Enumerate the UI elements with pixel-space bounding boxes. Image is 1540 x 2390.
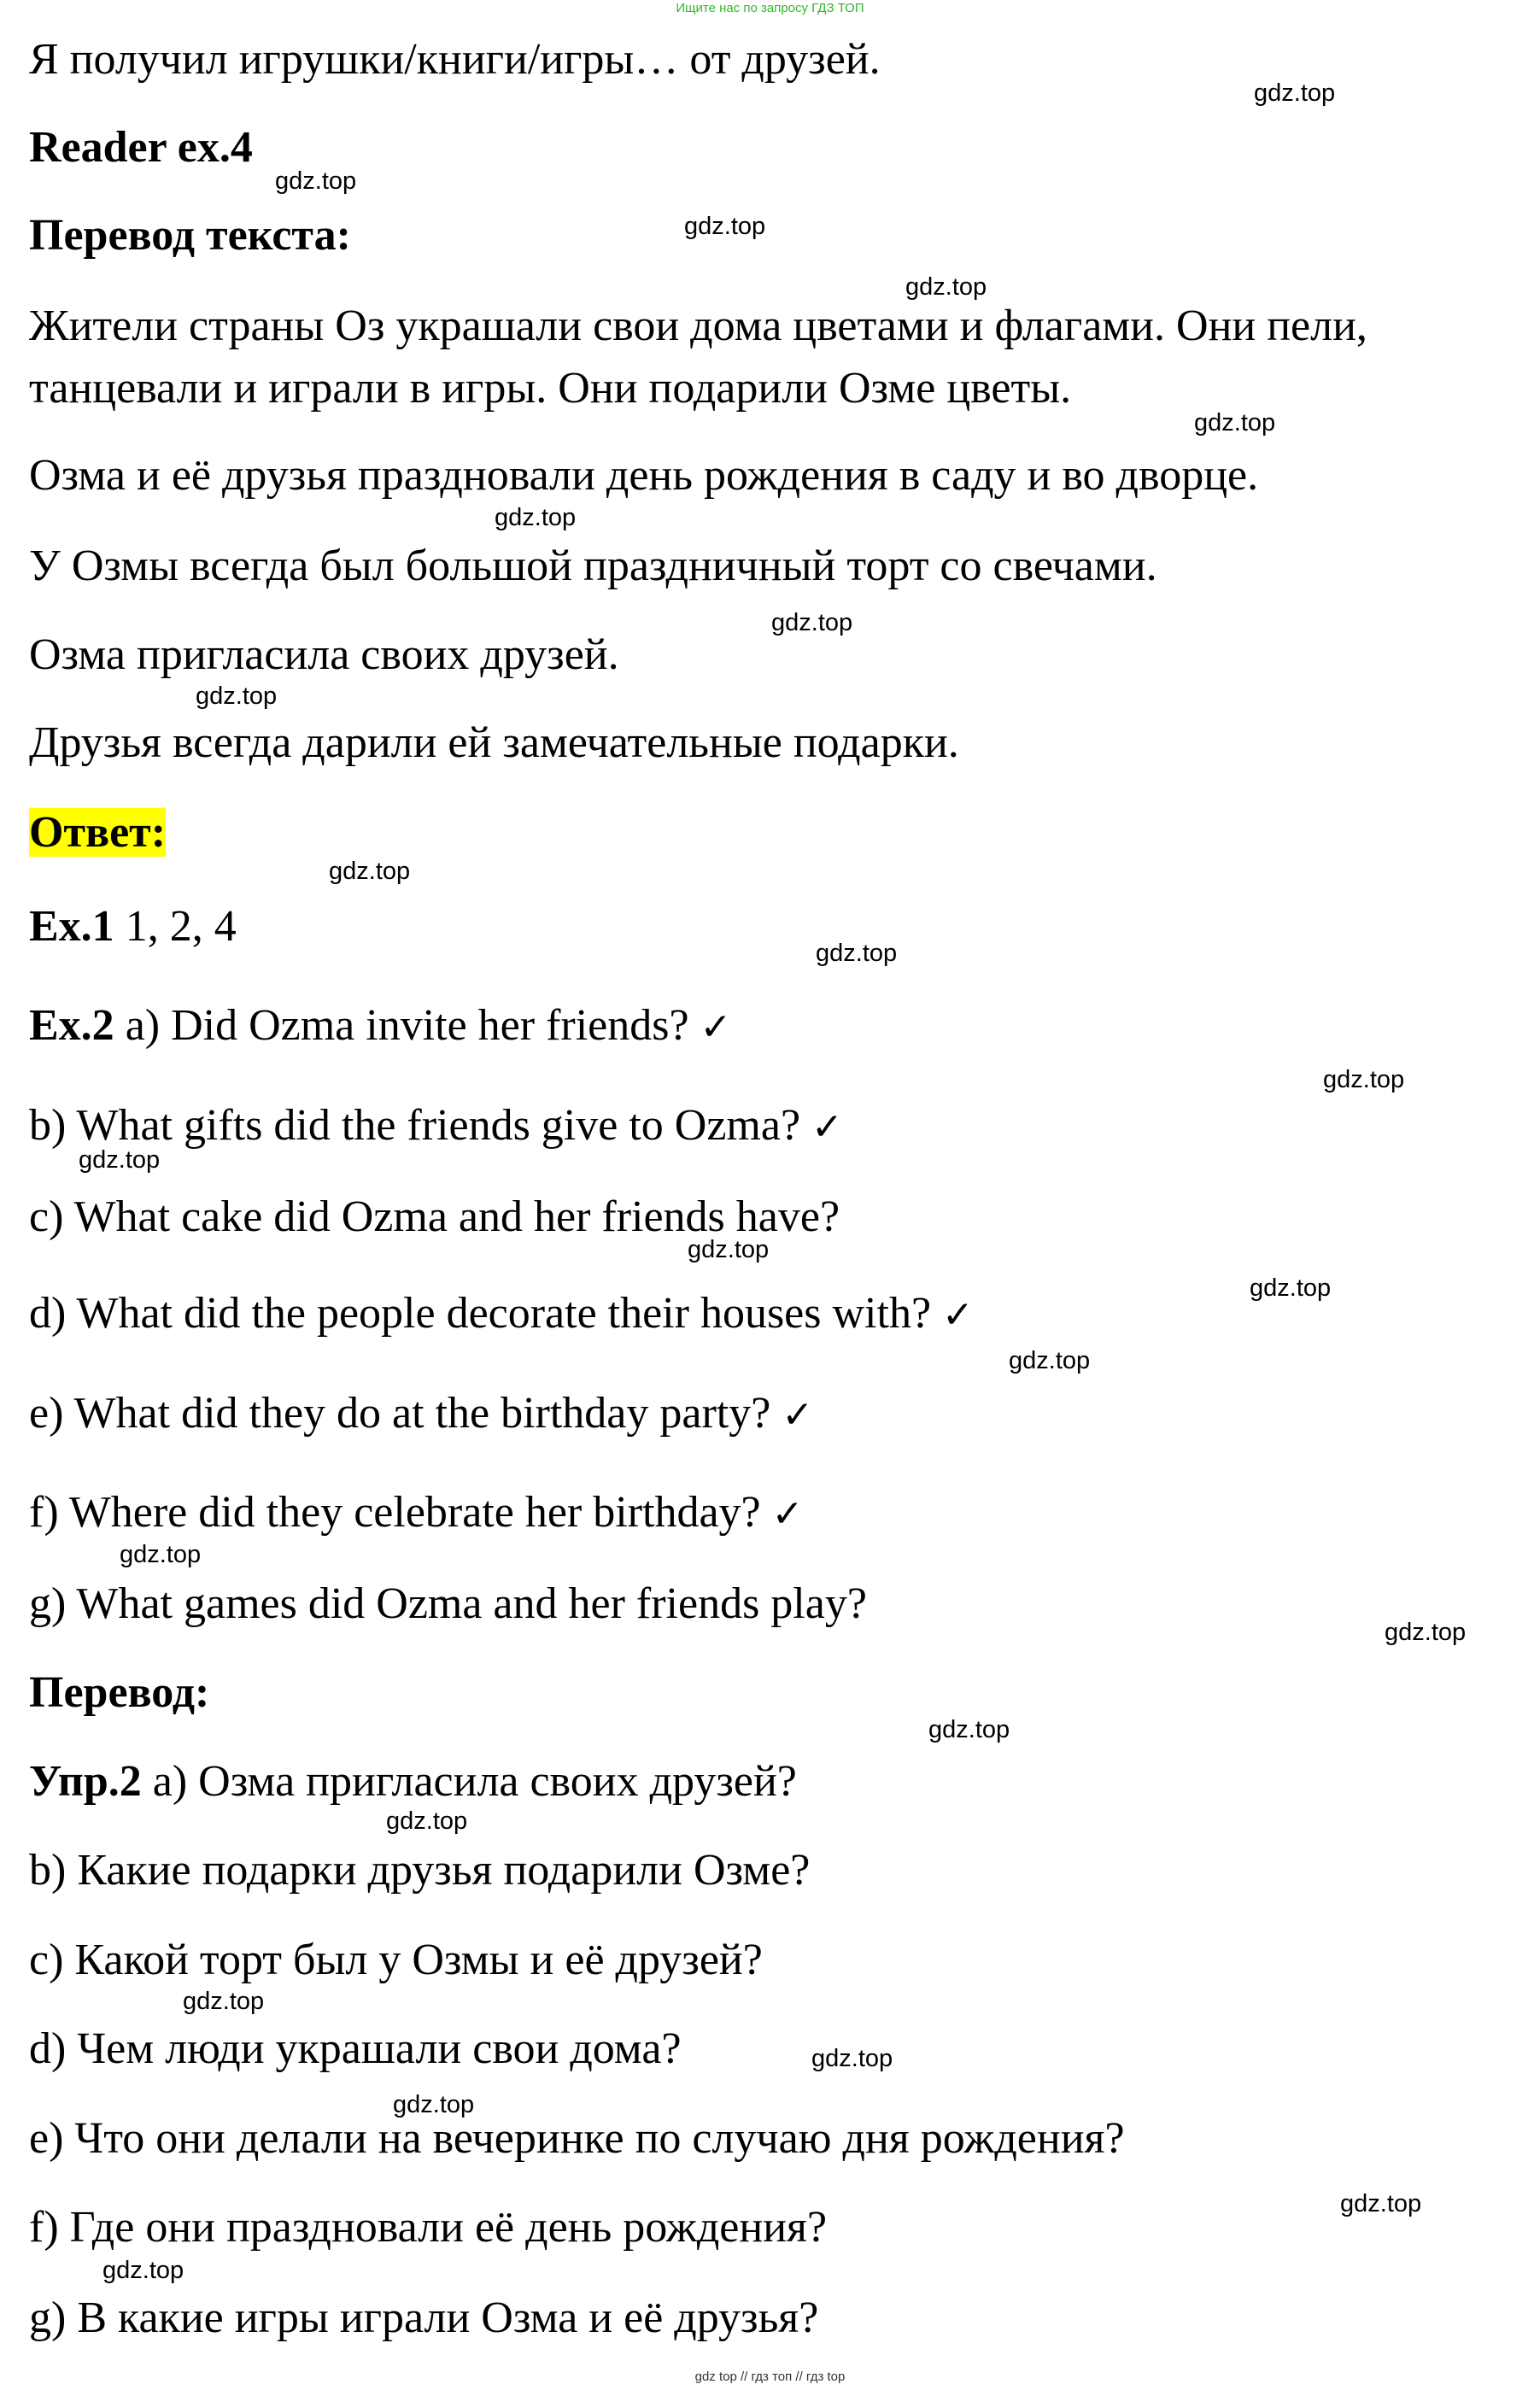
watermark: gdz.top bbox=[1385, 1619, 1467, 1646]
watermark: gdz.top bbox=[102, 2257, 184, 2284]
check-icon: ✓ bbox=[700, 1005, 732, 1049]
upr2-item-e: e) Что они делали на вечеринке по случаю дня рождения? bbox=[29, 2114, 1125, 2163]
watermark: gdz.top bbox=[928, 1716, 1010, 1743]
watermark: gdz.top bbox=[1323, 1066, 1405, 1093]
upr2-item-a bbox=[29, 1756, 797, 1807]
watermark: gdz.top bbox=[196, 682, 278, 710]
translation2-heading: Перевод: bbox=[29, 1668, 210, 1717]
ex2-item-f bbox=[29, 1487, 803, 1540]
intro-line: Я получил игрушки/книги/игры… от друзей. bbox=[29, 35, 881, 84]
ex2-item-text: f) Where did they celebrate her birthday? bbox=[29, 1488, 761, 1537]
ex2-item-e bbox=[29, 1388, 813, 1441]
ex2-label: Ex.2 bbox=[29, 1001, 114, 1050]
ex1-line bbox=[29, 901, 237, 952]
answer-heading bbox=[29, 807, 166, 858]
upr2-item-g: g) В какие игры играли Озма и её друзья? bbox=[29, 2293, 819, 2342]
translation-p1-line2: танцевали и играли в игры. Они подарили Озме цветы. bbox=[29, 364, 1072, 413]
upr2-item-c: c) Какой торт был у Озмы и её друзей? bbox=[29, 1936, 763, 1984]
watermark: gdz.top bbox=[1340, 2190, 1422, 2217]
watermark: gdz.top bbox=[905, 273, 987, 301]
ex2-item-text: e) What did they do at the birthday party? bbox=[29, 1389, 771, 1438]
watermark: gdz.top bbox=[79, 1146, 161, 1174]
translation-p5: Друзья всегда дарили ей замечательные подарки. bbox=[29, 718, 959, 767]
watermark: gdz.top bbox=[386, 1807, 468, 1835]
upr2-item-text: а) Озма пригласила своих друзей? bbox=[141, 1757, 797, 1806]
watermark: gdz.top bbox=[329, 858, 411, 885]
ex2-item-g bbox=[29, 1579, 867, 1630]
watermark: gdz.top bbox=[811, 2045, 893, 2072]
watermark: gdz.top bbox=[275, 167, 357, 195]
translation-p4: Озма пригласила своих друзей. bbox=[29, 630, 619, 679]
top-banner: Ищите нас по запросу ГДЗ ТОП bbox=[676, 1, 864, 15]
watermark: gdz.top bbox=[1194, 409, 1276, 436]
ex2-item-a bbox=[29, 1000, 731, 1053]
watermark: gdz.top bbox=[688, 1236, 770, 1263]
watermark: gdz.top bbox=[120, 1541, 202, 1568]
upr2-label: Упр.2 bbox=[29, 1757, 142, 1806]
upr2-item-f: f) Где они праздновали её день рождения? bbox=[29, 2203, 828, 2252]
translation-p3: У Озмы всегда был большой праздничный торт со свечами. bbox=[29, 542, 1157, 590]
ex2-item-c bbox=[29, 1192, 840, 1243]
watermark: gdz.top bbox=[1009, 1347, 1091, 1374]
ex2-item-text: b) What gifts did the friends give to Ozma? bbox=[29, 1101, 801, 1150]
watermark: gdz.top bbox=[183, 1988, 265, 2015]
translation-p1-line1: Жители страны Оз украшали свои дома цветами и флагами. Они пели, bbox=[29, 302, 1367, 350]
watermark: gdz.top bbox=[393, 2091, 475, 2118]
watermark: gdz.top bbox=[684, 213, 766, 240]
watermark: gdz.top bbox=[1254, 79, 1336, 107]
ex2-item-text: a) Did Ozma invite her friends? bbox=[114, 1001, 689, 1050]
watermark: gdz.top bbox=[771, 609, 853, 636]
translation-p2: Озма и её друзья праздновали день рождения в саду и во дворце. bbox=[29, 451, 1259, 500]
watermark: gdz.top bbox=[1250, 1274, 1332, 1302]
watermark: gdz.top bbox=[495, 504, 577, 531]
check-icon: ✓ bbox=[782, 1393, 814, 1437]
watermark: gdz.top bbox=[816, 940, 898, 967]
ex2-item-text: d) What did the people decorate their houses with? bbox=[29, 1289, 932, 1338]
upr2-item-b: b) Какие подарки друзья подарили Озме? bbox=[29, 1846, 811, 1895]
translation-heading: Перевод текста: bbox=[29, 211, 351, 260]
ex2-item-text: c) What cake did Ozma and her friends have? bbox=[29, 1192, 840, 1241]
answer-heading-highlight: Ответ: bbox=[29, 808, 167, 857]
check-icon: ✓ bbox=[942, 1293, 974, 1337]
check-icon: ✓ bbox=[771, 1492, 804, 1536]
check-icon: ✓ bbox=[811, 1105, 843, 1149]
ex2-item-text: g) What games did Ozma and her friends play? bbox=[29, 1579, 867, 1628]
ex2-item-b bbox=[29, 1100, 843, 1153]
ex1-answer: 1, 2, 4 bbox=[114, 902, 237, 951]
bottom-banner: gdz top // гдз топ // гдз top bbox=[694, 2369, 846, 2384]
ex1-label: Ex.1 bbox=[29, 902, 114, 951]
reader-heading: Reader ex.4 bbox=[29, 123, 253, 172]
upr2-item-d: d) Чем люди украшали свои дома? bbox=[29, 2024, 682, 2073]
ex2-item-d bbox=[29, 1288, 974, 1341]
